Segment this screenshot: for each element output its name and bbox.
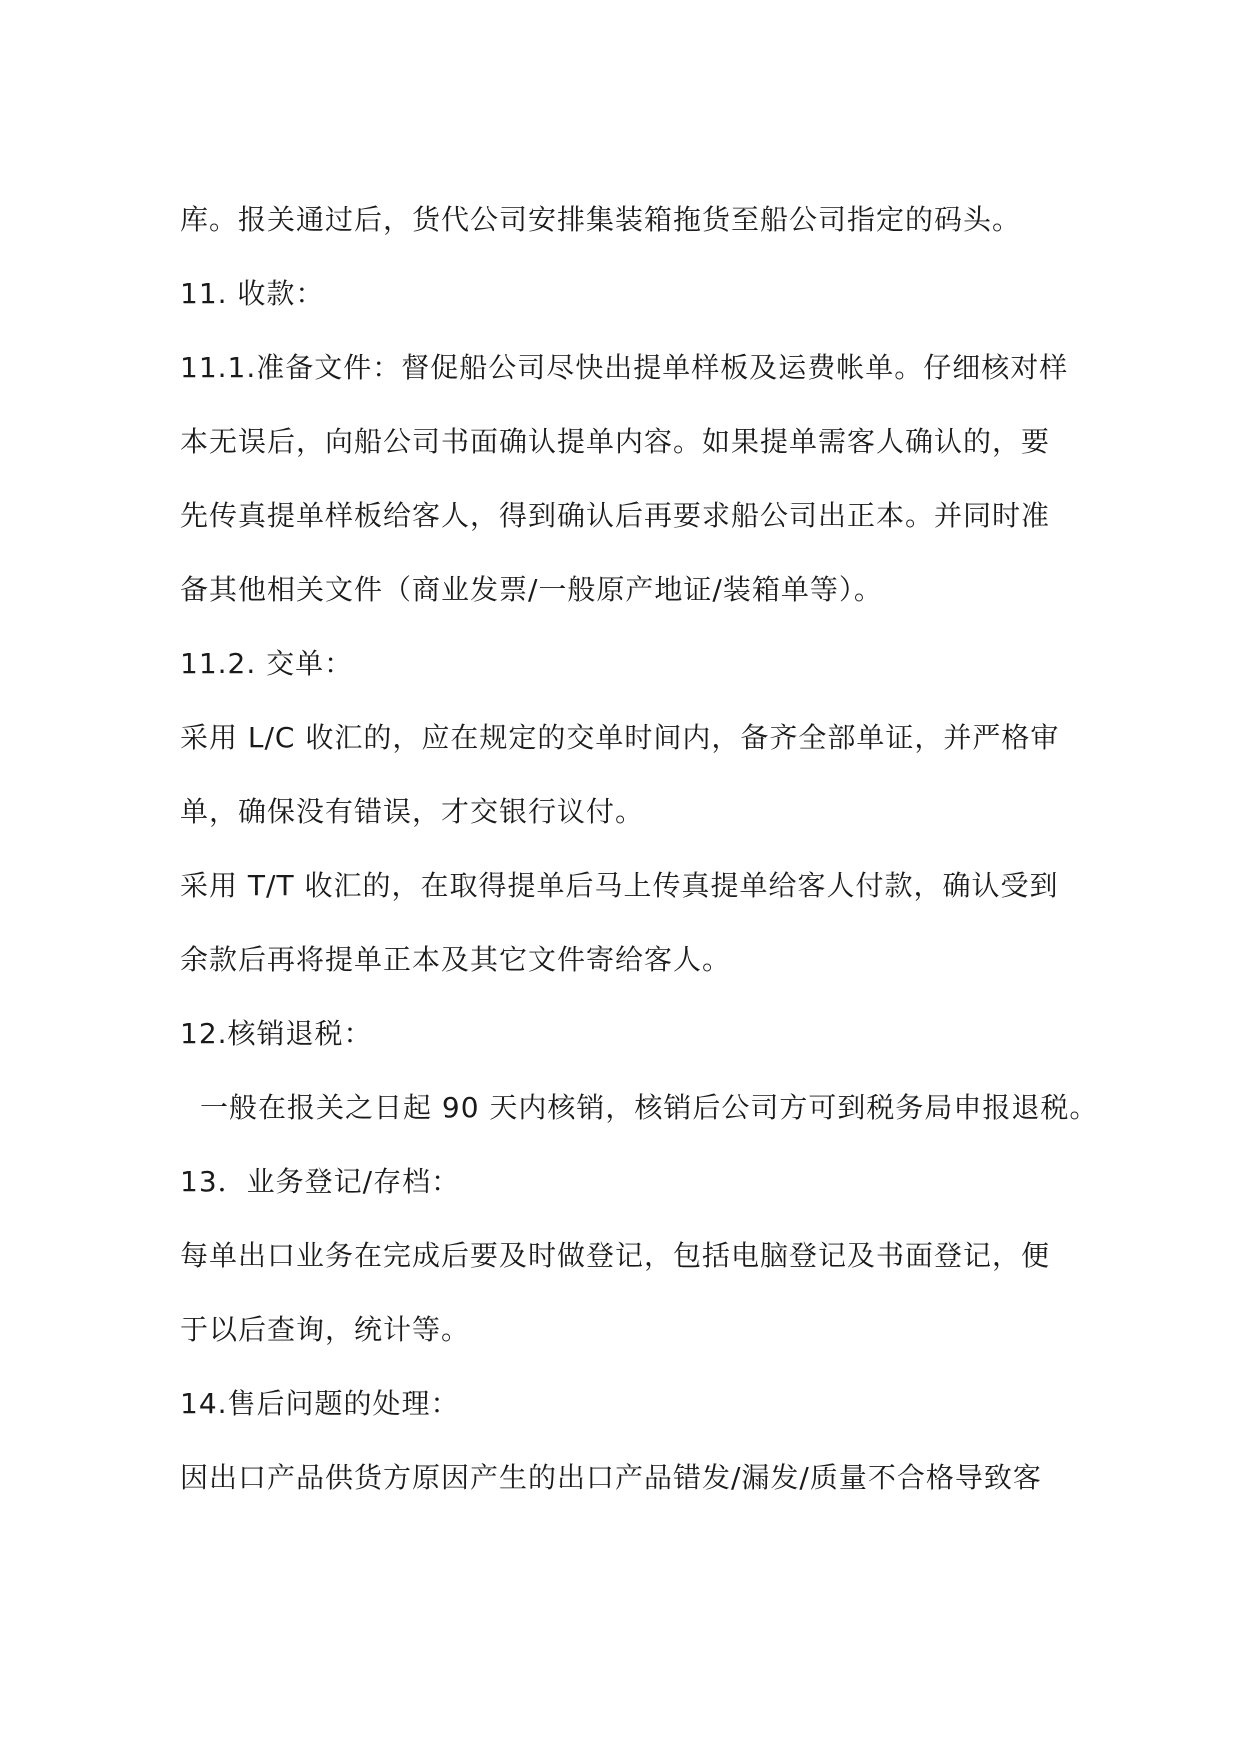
text-line: 先传真提单样板给客人，得到确认后再要求船公司出正本。并同时准: [180, 499, 1051, 532]
subsection-heading-11-1: 11.1.准备文件：督促船公司尽快出提单样板及运费帐单。仔细核对样: [180, 351, 1069, 384]
text-line: 每单出口业务在完成后要及时做登记，包括电脑登记及书面登记，便: [180, 1239, 1051, 1272]
text-line: 单，确保没有错误，才交银行议付。: [180, 795, 645, 828]
text-line: 采用 L/C 收汇的，应在规定的交单时间内，备齐全部单证，并严格审: [180, 721, 1060, 754]
text-line: 因出口产品供货方原因产生的出口产品错发/漏发/质量不合格导致客: [180, 1461, 1042, 1494]
text-line: 采用 T/T 收汇的，在取得提单后马上传真提单给客人付款，确认受到: [180, 869, 1059, 902]
section-heading-14: 14.售后问题的处理：: [180, 1387, 460, 1420]
text-line: 库。报关通过后，货代公司安排集装箱拖货至船公司指定的码头。: [180, 203, 1022, 236]
text-line: 于以后查询，统计等。: [180, 1313, 471, 1346]
section-heading-11: 11. 收款：: [180, 277, 325, 310]
subsection-heading-11-2: 11.2. 交单：: [180, 647, 354, 680]
text-line: 一般在报关之日起 90 天内核销，核销后公司方可到税务局申报退税。: [200, 1091, 1099, 1124]
section-heading-12: 12.核销退税：: [180, 1017, 373, 1050]
text-line: 备其他相关文件（商业发票/一般原产地证/装箱单等）。: [180, 573, 883, 606]
text-line: 余款后再将提单正本及其它文件寄给客人。: [180, 943, 732, 976]
section-heading-13: 13．业务登记/存档：: [180, 1165, 461, 1198]
text-line: 本无误后，向船公司书面确认提单内容。如果提单需客人确认的，要: [180, 425, 1051, 458]
